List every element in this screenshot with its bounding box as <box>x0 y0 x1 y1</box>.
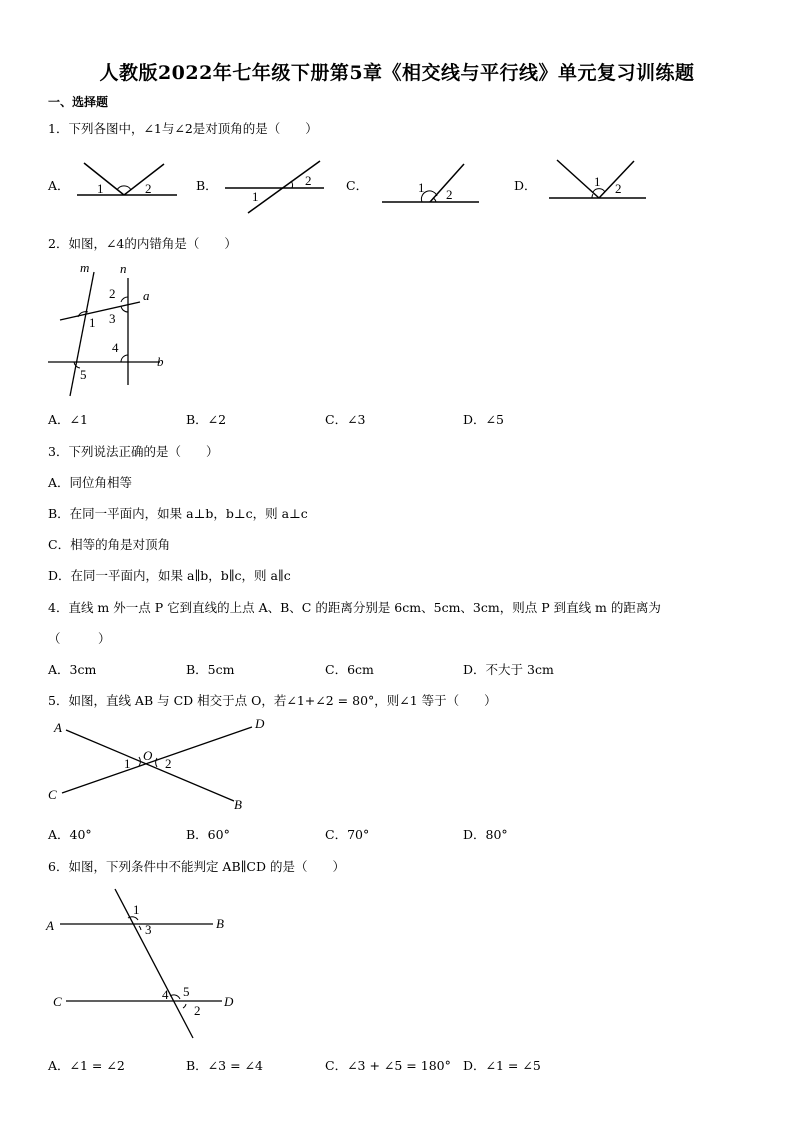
q6-angle-4: 4 <box>162 987 169 1002</box>
q6-option-b: B．∠3 = ∠4 <box>186 1058 263 1073</box>
q6-angle-5: 5 <box>183 984 190 999</box>
q5-angle-1: 1 <box>124 756 131 771</box>
q2-label-n: n <box>120 261 127 276</box>
q2-angle-2: 2 <box>109 286 116 301</box>
q5-angle-2: 2 <box>165 756 172 771</box>
q2-angle-4: 4 <box>112 340 119 355</box>
q6-stem: 6．如图，下列条件中不能判定 AB∥CD 的是（ ） <box>48 859 345 874</box>
q2-label-a: a <box>143 288 150 303</box>
q1b-angle-2: 2 <box>305 173 312 188</box>
q6-label-D: D <box>224 994 234 1009</box>
q5-option-d: D．80° <box>463 827 508 842</box>
q2-stem: 2．如图，∠4的内错角是（ ） <box>48 236 237 251</box>
q2-label-m: m <box>80 260 90 275</box>
q5-label-C: C <box>48 787 57 802</box>
q1-option-d-label: D． <box>514 178 537 193</box>
q3-option-a: A．同位角相等 <box>48 475 133 490</box>
q5-label-A: A <box>54 720 62 735</box>
q1b-angle-1: 1 <box>252 189 259 204</box>
q4-stem-line2: （ ） <box>48 631 111 646</box>
q4-option-d: D．不大于 3cm <box>463 662 554 677</box>
q1c-angle-2: 2 <box>446 187 453 202</box>
q6-label-C: C <box>53 994 62 1009</box>
q4-stem-line1: 4．直线 m 外一点 P 它到直线的上点 A、B、C 的距离分别是 6cm、5cm、3cm，则点 P 到直线 m 的距离为 <box>48 600 661 615</box>
q2-option-d: D．∠5 <box>463 412 504 427</box>
q6-option-d: D．∠1 = ∠5 <box>463 1058 541 1073</box>
q5-label-D: D <box>255 716 265 731</box>
q2-label-b: b <box>157 354 164 369</box>
q4-option-a: A．3cm <box>48 662 97 677</box>
page-title: 人教版2022年七年级下册第5章《相交线与平行线》单元复习训练题 <box>99 62 695 84</box>
q6-option-c: C．∠3 + ∠5 = 180° <box>325 1058 451 1073</box>
q2-angle-1: 1 <box>89 315 96 330</box>
q3-option-b: B．在同一平面内，如果 a⊥b，b⊥c，则 a⊥c <box>48 506 308 521</box>
q5-option-a: A．40° <box>48 827 92 842</box>
section-heading: 一、选择题 <box>48 95 109 109</box>
q1-stem: 1．下列各图中，∠1与∠2是对顶角的是（ ） <box>48 121 318 136</box>
q2-angle-5: 5 <box>80 367 87 382</box>
q4-option-b: B．5cm <box>186 662 235 677</box>
q5-option-c: C．70° <box>325 827 370 842</box>
q1a-angle-2: 2 <box>145 181 152 196</box>
q2-option-b: B．∠2 <box>186 412 227 427</box>
q6-angle-2: 2 <box>194 1003 201 1018</box>
q1-option-b-label: B． <box>196 178 218 193</box>
q5-option-b: B．60° <box>186 827 230 842</box>
q3-stem: 3．下列说法正确的是（ ） <box>48 444 219 459</box>
q6-option-a: A．∠1 = ∠2 <box>48 1058 125 1073</box>
q5-label-O: O <box>143 748 153 763</box>
q1a-angle-1: 1 <box>97 181 104 196</box>
q6-angle-3: 3 <box>145 922 152 937</box>
q3-option-c: C．相等的角是对顶角 <box>48 537 171 552</box>
q6-label-B: B <box>216 916 224 931</box>
q1-option-a-label: A． <box>48 178 70 193</box>
q1d-angle-1: 1 <box>594 174 601 189</box>
q5-label-B: B <box>234 797 242 812</box>
q2-option-a: A．∠1 <box>48 412 88 427</box>
q4-option-c: C．6cm <box>325 662 374 677</box>
q3-option-d: D．在同一平面内，如果 a∥b，b∥c，则 a∥c <box>48 568 291 583</box>
q2-option-c: C．∠3 <box>325 412 366 427</box>
q2-angle-3: 3 <box>109 311 116 326</box>
q6-label-A: A <box>46 918 54 933</box>
q5-stem: 5．如图，直线 AB 与 CD 相交于点 O，若∠1+∠2 = 80°，则∠1 等于（ ） <box>48 693 497 708</box>
q6-angle-1: 1 <box>133 902 140 917</box>
q1d-angle-2: 2 <box>615 181 622 196</box>
q1-option-c-label: C． <box>346 178 369 193</box>
q1c-angle-1: 1 <box>418 180 425 195</box>
